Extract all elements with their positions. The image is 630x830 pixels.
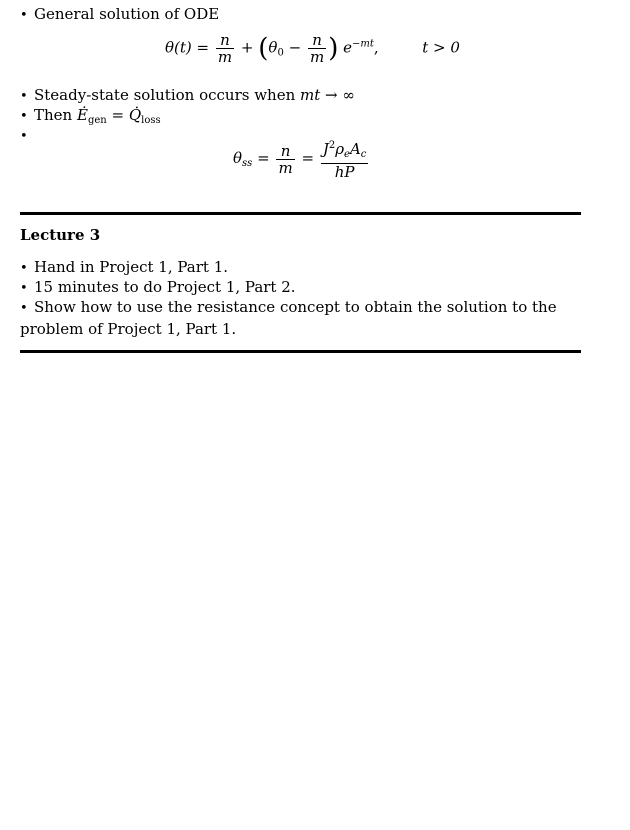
eq2-a: A: [349, 140, 361, 158]
eq1-open-paren: (: [258, 33, 269, 64]
eq2-frac2-den: hP: [321, 163, 369, 180]
bullet-text: Steady-state solution occurs when: [34, 86, 296, 104]
eq1-lhs: θ(t) =: [165, 38, 210, 57]
eq1-theta0: θ: [268, 38, 278, 57]
eq1-frac1-den: m: [217, 48, 233, 66]
eq2-j: J: [322, 140, 329, 158]
eq2-lhs: θ: [233, 149, 243, 167]
eq2-j-sup: 2: [328, 140, 336, 151]
eq2-eq1: =: [257, 149, 270, 167]
bullet-steady-state: [20, 86, 355, 106]
equation-general-solution: [165, 32, 460, 65]
section-divider-top: [20, 212, 581, 215]
lecture-item-2: [20, 278, 296, 298]
equation-steady-state: [233, 138, 370, 180]
eq1-theta0-sub: 0: [277, 47, 284, 59]
bullet-then: [20, 106, 161, 130]
eq1-plus: +: [240, 38, 254, 57]
bullet-text: 15 minutes to do Project 1, Part 2.: [34, 278, 296, 296]
eq1-fraction-1: [216, 32, 234, 65]
eq1-fraction-2: [308, 32, 326, 65]
eq1-exp-base: e: [343, 38, 353, 57]
lecture-item-3: [20, 297, 585, 339]
eq2-a-sub: c: [360, 149, 367, 160]
eq2-fraction-1: [276, 143, 294, 176]
lecture-item-1: [20, 258, 228, 278]
eq2-rho: ρ: [335, 140, 345, 158]
eq1-close-paren: ): [328, 33, 339, 64]
bullet-text: General solution of ODE: [34, 5, 220, 23]
eq1-minus: −: [288, 38, 302, 57]
eq2-fraction-2: [321, 138, 369, 180]
bullet-marker: •: [20, 109, 28, 124]
eq2-frac2-num: [321, 138, 369, 163]
eq2-frac1-num: n: [280, 141, 291, 160]
then-e: Ė: [76, 106, 88, 124]
bullet-marker: •: [20, 301, 28, 316]
then-eq: =: [111, 106, 125, 124]
eq2-rho-sub: e: [344, 149, 350, 160]
eq1-comma: ,: [373, 38, 379, 57]
bullet-marker: •: [20, 89, 28, 104]
bullet-text: Hand in Project 1, Part 1.: [34, 258, 229, 276]
eq2-frac1-den: m: [278, 158, 293, 177]
bullet-marker: •: [20, 261, 28, 276]
then-e-sub: gen: [87, 115, 107, 126]
then-q-sub: loss: [141, 115, 161, 126]
eq2-eq2: =: [301, 149, 315, 167]
section-divider-bottom: [20, 350, 581, 353]
then-q: Q̇: [128, 106, 142, 124]
eq1-exp-sup: −mt: [352, 38, 374, 50]
bullet-marker: •: [20, 281, 28, 296]
eq2-lhs-sub: ss: [242, 158, 253, 169]
eq1-condition: t > 0: [422, 38, 460, 57]
bullet-text: Show how to use the resistance concept to obtain the solution to the problem of Project 1, Part 1.: [20, 298, 557, 338]
lecture-heading: Lecture 3: [20, 226, 101, 244]
eq1-frac2-num: n: [312, 31, 322, 49]
eq1-frac2-den: m: [309, 48, 325, 66]
eq1-frac1-num: n: [220, 31, 230, 49]
bullet-text: Then: [34, 106, 73, 124]
steady-math: mt → ∞: [300, 86, 355, 104]
bullet-marker: •: [20, 8, 28, 23]
bullet-marker: •: [20, 129, 28, 144]
bullet-empty: [20, 126, 34, 146]
bullet-general-solution: [20, 5, 219, 25]
